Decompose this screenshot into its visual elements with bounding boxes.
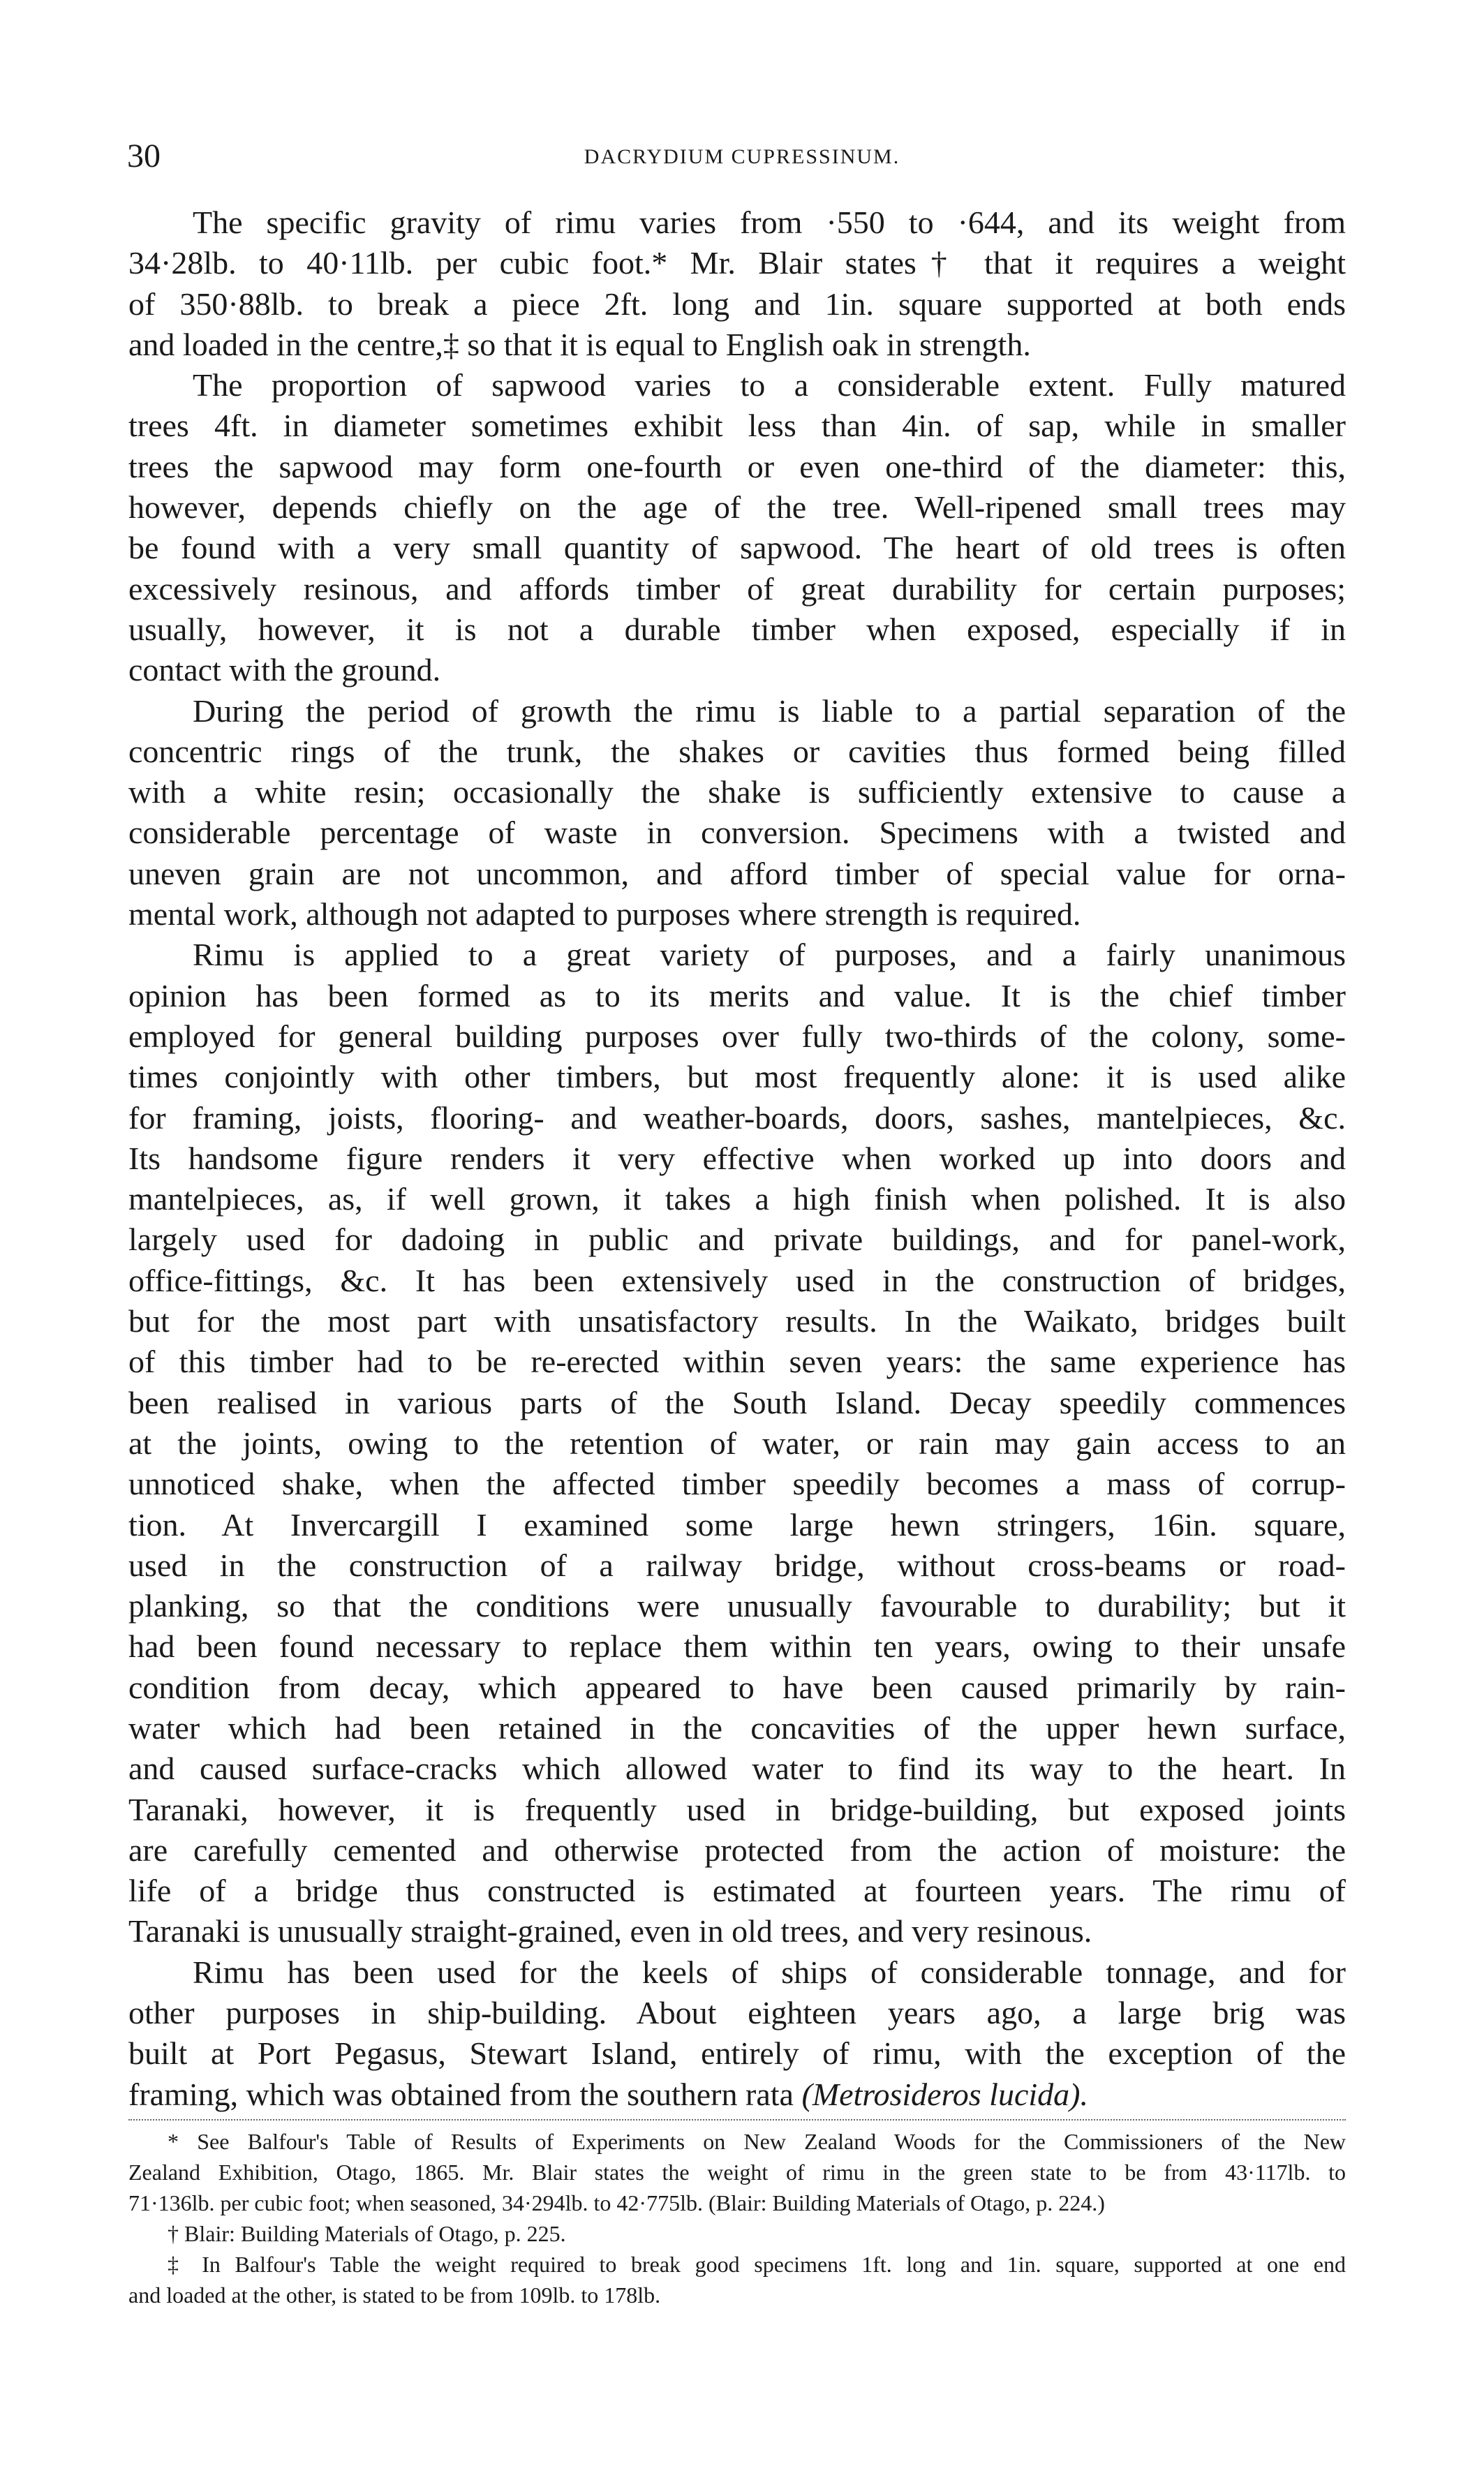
line-text: are carefully cemented and otherwise protected from the action of moisture: the [128, 1832, 1346, 1868]
line-text: opinion has been formed as to its merits and value. It is the chief timber [128, 977, 1346, 1013]
text-line [128, 731, 1346, 772]
line-text: Rimu is applied to a great variety of purposes, and a fairly unanimous [193, 937, 1346, 973]
paragraph [128, 935, 1346, 1952]
footnotes [128, 2126, 1346, 2310]
line-text: office-fittings, &c. It has been extensively used in the construction of bridges, [128, 1262, 1346, 1298]
text-line [128, 691, 1346, 731]
line-text: condition from decay, which appeared to have been caused primarily by rain- [128, 1669, 1346, 1705]
text-line [128, 609, 1346, 650]
text-line [128, 1748, 1346, 1789]
line-text: concentric rings of the trunk, the shakes or cavities thus formed being filled [128, 733, 1346, 769]
text-line [128, 772, 1346, 812]
line-text: times conjointly with other timbers, but most frequently alone: it is used alike [128, 1059, 1346, 1095]
text-line [128, 1993, 1346, 2033]
text-line [128, 1261, 1346, 1301]
text-line [128, 1545, 1346, 1586]
line-text: be found with a very small quantity of sapwood. The heart of old trees is often [128, 530, 1346, 566]
text-line [128, 812, 1346, 853]
text-line [128, 1301, 1346, 1342]
line-text: The proportion of sapwood varies to a considerable extent. Fully matured [193, 367, 1346, 403]
text-line [128, 1423, 1346, 1464]
line-text: of this timber had to be re-erected within seven years: the same experience has [128, 1344, 1346, 1380]
text-line [128, 447, 1346, 487]
text-line [128, 1138, 1346, 1179]
line-text: built at Port Pegasus, Stewart Island, entirely of rimu, with the exception of the [128, 2035, 1346, 2072]
line-text: however, depends chiefly on the age of the tree. Well-ripened small trees may [128, 489, 1346, 526]
line-text: Taranaki, however, it is frequently used in bridge-building, but exposed joints [128, 1791, 1346, 1827]
paragraph [128, 691, 1346, 935]
paragraph [128, 202, 1346, 365]
line-text: with a white resin; occasionally the shake is sufficiently extensive to cause a [128, 774, 1346, 810]
footnote-line: * See Balfour's Table of Results of Experiments on New Zealand Woods for the Commissioners of the New [168, 2129, 1346, 2154]
line-text: Taranaki is unusually straight-grained, even in old trees, and very resinous. [128, 1913, 1092, 1950]
text-line [128, 1464, 1346, 1504]
text-line [128, 1179, 1346, 1219]
text-line [128, 528, 1346, 568]
line-text: trees 4ft. in diameter sometimes exhibit less than 4in. of sap, while in smaller [128, 408, 1346, 444]
line-text: other purposes in ship-building. About eighteen years ago, a large brig was [128, 1995, 1346, 2031]
text-line [128, 1708, 1346, 1748]
text-line [128, 1911, 1346, 1952]
line-text: contact with the ground. [128, 652, 441, 688]
line-text: Its handsome figure renders it very effective when worked up into doors and [128, 1140, 1346, 1176]
text-line [128, 1626, 1346, 1667]
text-line [128, 854, 1346, 894]
line-text: unnoticed shake, when the affected timber speedily becomes a mass of corrup- [128, 1466, 1346, 1502]
line-text: considerable percentage of waste in conversion. Specimens with a twisted and [128, 815, 1346, 851]
text-line [128, 1505, 1346, 1545]
line-text: of 350·88lb. to break a piece 2ft. long and 1in. square supported at both ends [128, 285, 1346, 322]
text-line [128, 1668, 1346, 1708]
text-line [128, 1830, 1346, 1871]
text-line [128, 1219, 1346, 1260]
text-line [128, 406, 1346, 446]
text-line [128, 976, 1346, 1016]
text-line [128, 243, 1346, 283]
footnote-line: and loaded at the other, is stated to be from 109lb. to 178lb. [128, 2282, 661, 2308]
line-text: uneven grain are not uncommon, and afford timber of special value for orna- [128, 855, 1346, 891]
line-text: mental work, although not adapted to purposes where strength is required. [128, 896, 1081, 933]
line-text: been realised in various parts of the South Island. Decay speedily commences [128, 1384, 1346, 1420]
text-line [128, 650, 1346, 690]
line-text: water which had been retained in the concavities of the upper hewn surface, [128, 1709, 1346, 1746]
italic-species-name: (Metrosideros lucida). [801, 2076, 1088, 2112]
line-text: employed for general building purposes over fully two-thirds of the colony, some- [128, 1018, 1346, 1054]
text-line [128, 1057, 1346, 1097]
text-line [128, 1342, 1346, 1382]
line-text: usually, however, it is not a durable timber when exposed, especially if in [128, 611, 1346, 647]
text-line [128, 2033, 1346, 2074]
text-line [128, 935, 1346, 975]
line-text: and caused surface-cracks which allowed water to find its way to the heart. In [128, 1751, 1346, 1787]
line-text: and loaded in the centre,‡ so that it is equal to English oak in strength. [128, 326, 1031, 362]
line-text: life of a bridge thus constructed is estimated at fourteen years. The rimu of [128, 1873, 1346, 1909]
text-line [128, 569, 1346, 609]
paragraph [128, 1952, 1346, 2115]
line-text: used in the construction of a railway bridge, without cross-beams or road- [128, 1547, 1346, 1583]
running-title: DACRYDIUM CUPRESSINUM. [584, 145, 900, 168]
text-line [128, 284, 1346, 325]
footnote-line: † Blair: Building Materials of Otago, p. 225. [168, 2221, 566, 2246]
line-text: had been found necessary to replace them within ten years, owing to their unsafe [128, 1628, 1346, 1665]
text-line [128, 1952, 1346, 1993]
footnote-line: 71·136lb. per cubic foot; when seasoned, 34·294lb. to 42·775lb. (Blair: Building Materials of Otago, p. 224.) [128, 2190, 1105, 2215]
line-text: planking, so that the conditions were unusually favourable to durability; but it [128, 1588, 1346, 1624]
text-line [128, 1383, 1346, 1423]
text-line [128, 1790, 1346, 1830]
text-line [128, 1871, 1346, 1911]
line-text: The specific gravity of rimu varies from ·550 to ·644, and its weight from [193, 205, 1346, 240]
text-line [128, 202, 1346, 243]
text-line [128, 894, 1346, 935]
line-text: for framing, joists, flooring- and weather-boards, doors, sashes, mantelpieces, &c. [128, 1099, 1346, 1136]
page-number: 30 [127, 138, 161, 174]
line-text: Rimu has been used for the keels of ships of considerable tonnage, and for [193, 1954, 1346, 1990]
line-text: trees the sapwood may form one-fourth or even one-third of the diameter: this, [128, 448, 1346, 484]
line-text: largely used for dadoing in public and private buildings, and for panel-work, [128, 1221, 1346, 1258]
line-text: 34·28lb. to 40·11lb. per cubic foot.* Mr. Blair states† that it requires a weight [128, 245, 1346, 281]
footnote-line: ‡ In Balfour's Table the weight required to break good specimens 1ft. long and 1in. square, supported at one end [168, 2252, 1346, 2277]
footnote-line: Zealand Exhibition, Otago, 1865. Mr. Blair states the weight of rimu in the green state to be from 43·117lb. to [128, 2160, 1346, 2185]
text-line [128, 487, 1346, 528]
footnote-separator [128, 2119, 1346, 2121]
text-line [128, 365, 1346, 406]
line-text: at the joints, owing to the retention of water, or rain may gain access to an [128, 1425, 1346, 1461]
line-text: During the period of growth the rimu is liable to a partial separation of the [193, 692, 1346, 729]
body-text [128, 202, 1346, 2115]
line-text: framing, which was obtained from the southern rata [128, 2076, 802, 2112]
line-text: mantelpieces, as, if well grown, it takes a high finish when polished. It is also [128, 1181, 1346, 1217]
line-text: tion. At Invercargill I examined some large hewn stringers, 16in. square, [128, 1506, 1346, 1543]
text-line [128, 325, 1346, 365]
text-line [128, 1016, 1346, 1057]
paragraph [128, 365, 1346, 690]
line-text: but for the most part with unsatisfactory results. In the Waikato, bridges built [128, 1303, 1346, 1339]
line-text: excessively resinous, and affords timber of great durability for certain purposes; [128, 570, 1346, 607]
text-line [128, 1098, 1346, 1138]
text-line [128, 1586, 1346, 1626]
text-line [128, 2074, 1346, 2115]
